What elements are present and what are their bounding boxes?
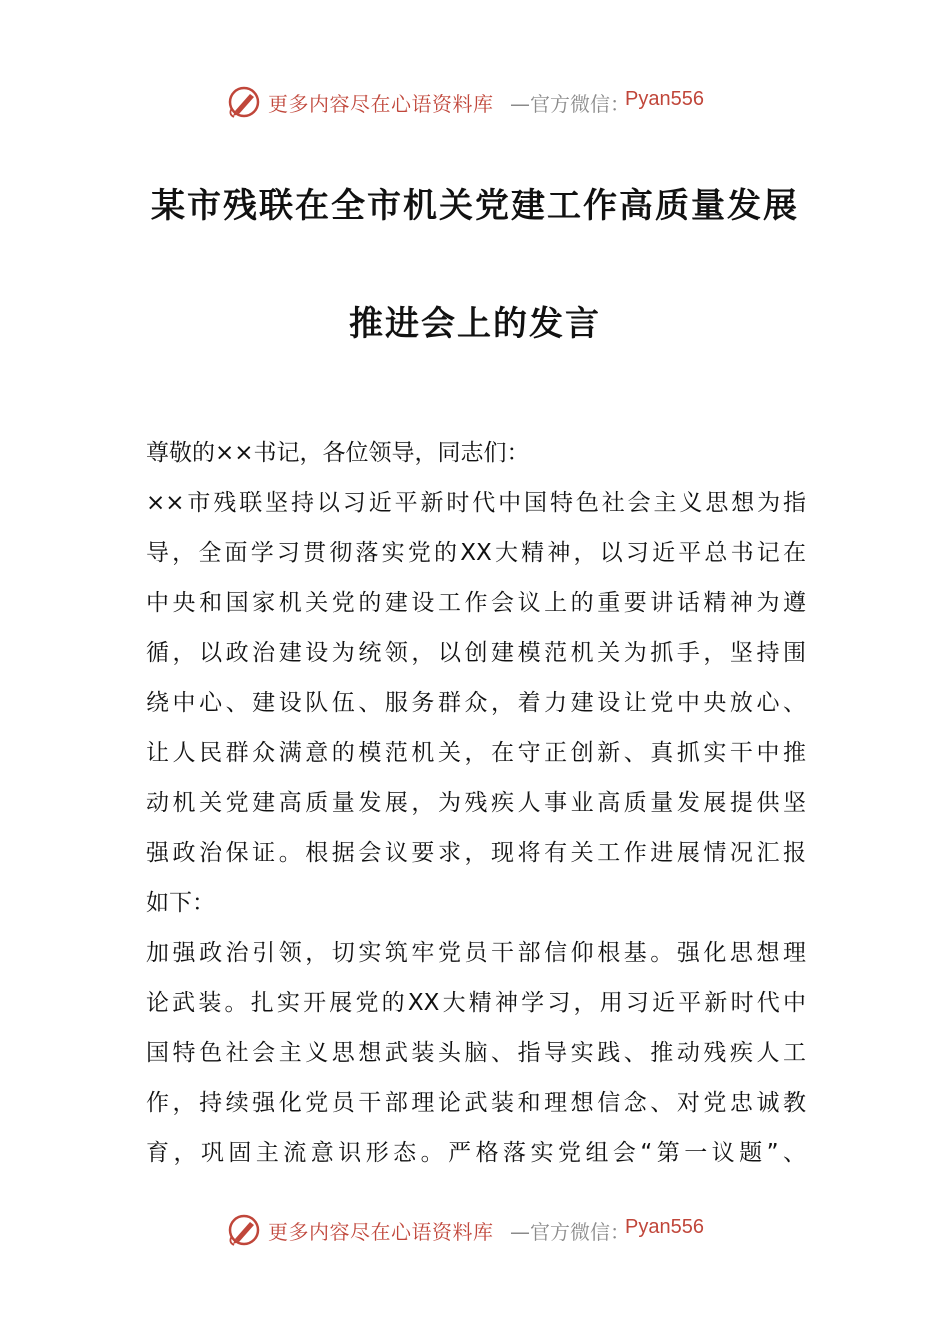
watermark-separator-text: —官方微信： xyxy=(510,1220,630,1244)
watermark-footer xyxy=(0,1210,950,1250)
body-line: 国特色社会主义思想武装头脑、指导实践、推动残疾人工 xyxy=(146,1040,806,1066)
body-line: 育，巩固主流意识形态。严格落实党组会“第一议题”、 xyxy=(146,1140,806,1166)
body-line: 如下： xyxy=(146,890,215,916)
pen-logo-icon xyxy=(226,84,262,120)
body-line: ××市残联坚持以习近平新时代中国特色社会主义思想为指 xyxy=(146,490,806,516)
body-line: 中央和国家机关党的建设工作会议上的重要讲话精神为遵 xyxy=(146,590,806,616)
body-line: 让人民群众满意的模范机关，在守正创新、真抓实干中推 xyxy=(146,740,806,766)
body-line: 作，持续强化党员干部理论武装和理想信念、对党忠诚教 xyxy=(146,1090,806,1116)
document-title-line-1: 某市残联在全市机关党建工作高质量发展 xyxy=(151,186,799,226)
body-line: 导，全面学习贯彻落实党的XX大精神，以习近平总书记在 xyxy=(146,540,806,566)
watermark-header xyxy=(0,82,950,122)
watermark-wechat-id: Pyan556 xyxy=(625,1216,704,1238)
body-line: 绕中心、建设队伍、服务群众，着力建设让党中央放心、 xyxy=(146,690,806,716)
body-line: 加强政治引领，切实筑牢党员干部信仰根基。强化思想理 xyxy=(146,940,806,966)
body-line: 循，以政治建设为统领，以创建模范机关为抓手，坚持围 xyxy=(146,640,806,666)
body-line: 动机关党建高质量发展，为残疾人事业高质量发展提供坚 xyxy=(146,790,806,816)
watermark-separator-text: —官方微信： xyxy=(510,92,630,116)
body-line: 强政治保证。根据会议要求，现将有关工作进展情况汇报 xyxy=(146,840,806,866)
watermark-brand-text: 更多内容尽在心语资料库 xyxy=(268,92,494,116)
document-title-line-2: 推进会上的发言 xyxy=(349,304,601,344)
pen-logo-icon xyxy=(226,1212,262,1248)
watermark-wechat-id: Pyan556 xyxy=(625,88,704,110)
watermark-brand-text: 更多内容尽在心语资料库 xyxy=(268,1220,494,1244)
body-line: 论武装。扎实开展党的XX大精神学习，用习近平新时代中 xyxy=(146,990,806,1016)
salutation-line: 尊敬的××书记，各位领导，同志们： xyxy=(146,440,530,466)
